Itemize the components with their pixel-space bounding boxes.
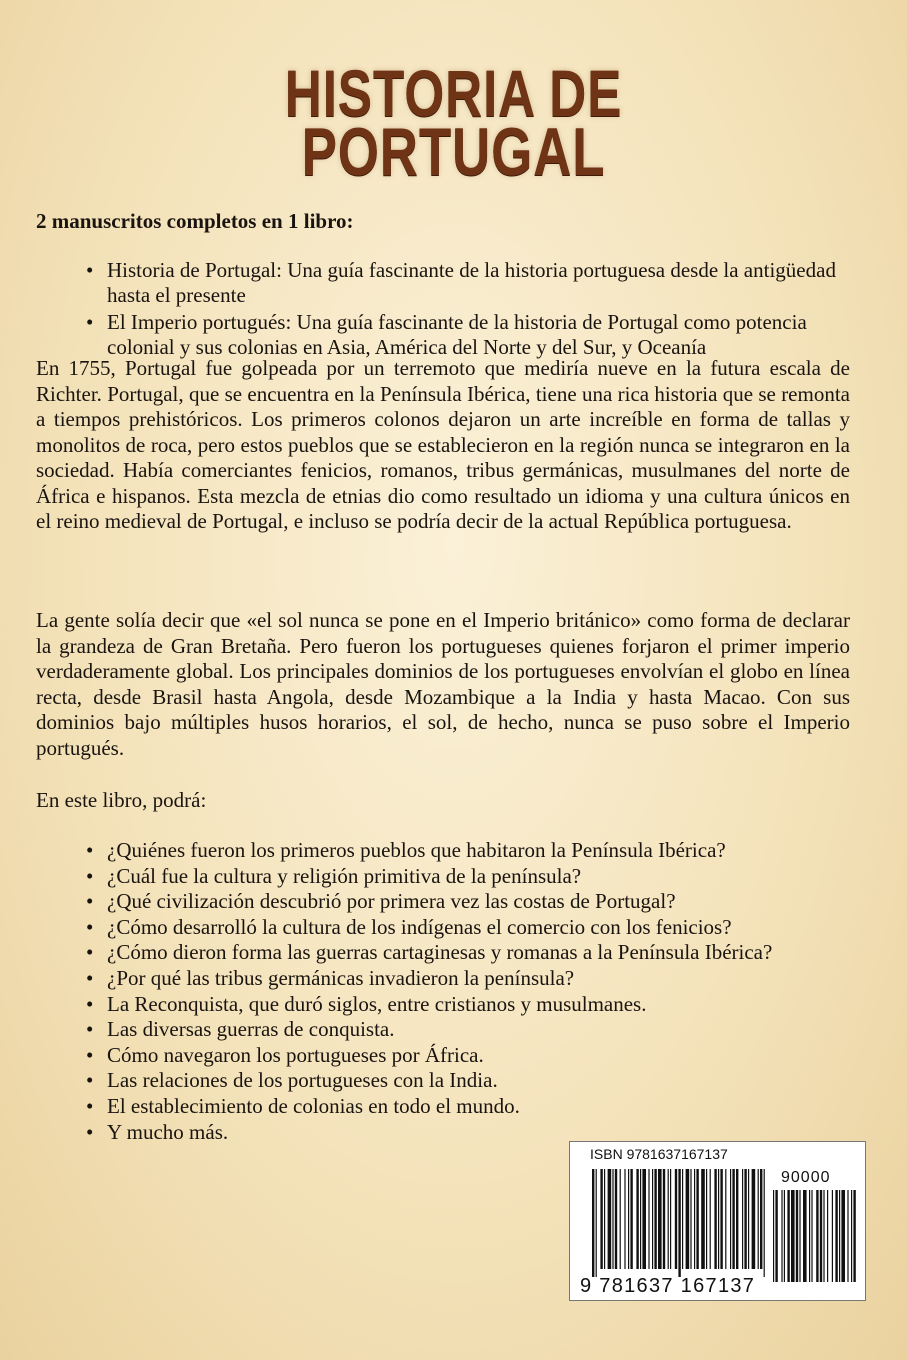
barcode-bar xyxy=(620,1169,621,1269)
barcode-bar xyxy=(604,1169,605,1269)
barcode-bar xyxy=(823,1190,824,1282)
price-code: 90000 xyxy=(781,1169,831,1186)
barcode-bar xyxy=(658,1169,662,1269)
empire-paragraph: La gente solía decir que «el sol nunca se pone en el Imperio británico» como forma de declarar la grandeza de Gran Bretaña. Pero fueron los portugueses quienes forjaron el primer imperio verdaderamente global. Los principales dominios de los portugueses envolvían el globo en línea recta, desde Brasil hasta Angola, desde Mozambique a la India y hasta Macao. Con sus dominios bajo múltiples husos horarios, el sol, de hecho, nunca se puso sobre el Imperio portugués. xyxy=(36,608,850,760)
barcode-bar xyxy=(791,1190,795,1282)
barcode-bar xyxy=(678,1169,680,1277)
barcode-bar xyxy=(736,1169,738,1269)
barcode-bar xyxy=(827,1190,828,1282)
list-item: • ¿Qué civilización descubrió por primera vez las costas de Portugal? xyxy=(86,889,866,915)
barcode-bar xyxy=(675,1169,677,1269)
barcode-bar xyxy=(654,1169,656,1269)
barcode-bar xyxy=(748,1169,749,1269)
barcode-bar xyxy=(720,1169,722,1269)
topics-lead: En este libro, podrá: xyxy=(36,788,207,812)
book-title-line-1: HISTORIA DE xyxy=(284,56,623,130)
barcode-bar xyxy=(608,1169,612,1269)
barcode-bar xyxy=(775,1190,777,1282)
barcode-bar xyxy=(636,1169,638,1269)
barcode-bar xyxy=(686,1169,690,1269)
barcode-bar xyxy=(701,1169,705,1269)
barcode-bar xyxy=(624,1169,625,1269)
barcode-bar xyxy=(730,1169,731,1269)
barcode-bar xyxy=(839,1190,840,1282)
barcode-bar xyxy=(706,1169,707,1269)
barcode-bar xyxy=(742,1169,743,1269)
barcode-bar xyxy=(710,1169,711,1269)
intro-paragraph: En 1755, Portugal fue golpeada por un terremoto que mediría nueve en la futura escala de Richter. Portugal, que se encuentra en la Península Ibérica, tiene una rica historia que se remonta a tiempos prehistóricos. Los primeros colonos dejaron un arte increíble en forma de tallas y monolitos de roca, pero estos pueblos que se establecieron en la región nunca se integraron en la sociedad. Había comerciantes fenicios, romanos, tribus germánicas, musulmanes del norte de África e hispanos. Esta mezcla de etnias dio como resultado un idioma y una cultura únicos en el reino medieval de Portugal, e incluso se podría decir de la actual República portuguesa. xyxy=(36,356,850,533)
subtitle: 2 manuscritos completos en 1 libro: xyxy=(36,209,354,233)
list-item: • ¿Por qué las tribus germánicas invadieron la península? xyxy=(86,966,866,992)
barcode-bar xyxy=(752,1169,756,1269)
barcode-bar xyxy=(732,1169,734,1269)
topics-list xyxy=(86,838,866,1145)
list-item: • Historia de Portugal: Una guía fascinante de la historia portuguesa desde la antigüedad hasta el presente xyxy=(86,258,866,308)
barcode-bar xyxy=(835,1190,837,1282)
manuscript-list xyxy=(86,258,866,362)
list-item: • ¿Quiénes fueron los primeros pueblos que habitaron la Península Ibérica? xyxy=(86,838,866,864)
barcode-bar xyxy=(690,1169,691,1269)
isbn-barcode xyxy=(569,1141,866,1301)
list-item: • La Reconquista, que duró siglos, entre cristianos y musulmanes. xyxy=(86,992,866,1018)
barcode-bar xyxy=(668,1169,669,1269)
barcode-bar xyxy=(758,1169,759,1269)
list-item: • Las relaciones de los portugueses con la India. xyxy=(86,1068,866,1094)
list-item: • ¿Cuál fue la cultura y religión primitiva de la península? xyxy=(86,864,866,890)
barcode-bar xyxy=(784,1190,785,1282)
barcode-bar xyxy=(773,1190,774,1282)
barcode-bar xyxy=(628,1169,629,1269)
barcode-bar xyxy=(760,1169,762,1269)
barcode-bar xyxy=(612,1169,613,1269)
barcode-bar xyxy=(809,1190,810,1282)
barcode-bar xyxy=(642,1169,646,1269)
barcode-bar xyxy=(796,1190,798,1282)
list-item: • ¿Cómo dieron forma las guerras cartaginesas y romanas a la Península Ibérica? xyxy=(86,940,866,966)
book-title-line-2: PORTUGAL xyxy=(301,114,606,190)
barcode-bar xyxy=(764,1169,765,1277)
barcode-bar xyxy=(696,1169,698,1269)
barcode-bar xyxy=(600,1169,602,1269)
barcode-bar xyxy=(811,1190,812,1282)
barcode-bar xyxy=(787,1190,789,1282)
barcode-bar xyxy=(670,1169,671,1269)
barcode-bar xyxy=(725,1169,726,1269)
isbn-label: ISBN 9781637167137 xyxy=(590,1146,728,1162)
list-item: • ¿Cómo desarrolló la cultura de los indígenas el comercio con los fenicios? xyxy=(86,915,866,941)
barcode-bar xyxy=(799,1190,800,1282)
barcode-bar xyxy=(652,1169,653,1269)
list-item: • Las diversas guerras de conquista. xyxy=(86,1017,866,1043)
list-item: • El Imperio portugués: Una guía fascinante de la historia de Portugal como potencia colonial y sus colonias en Asia, América del Norte y del Sur, y Oceanía xyxy=(86,310,866,360)
barcode-bar xyxy=(841,1190,845,1282)
list-item: • Y mucho más. xyxy=(86,1120,866,1146)
barcode-bar xyxy=(803,1190,807,1282)
barcode-bar xyxy=(744,1169,746,1269)
barcode-bar xyxy=(640,1169,641,1269)
barcode-bar xyxy=(832,1190,833,1282)
barcode-bar xyxy=(592,1169,594,1277)
barcode-bar xyxy=(630,1169,632,1269)
barcode-bar xyxy=(781,1190,782,1282)
barcode-bar xyxy=(816,1190,818,1282)
barcode-bar xyxy=(694,1169,695,1269)
barcode-bar xyxy=(682,1169,683,1269)
barcode-bar xyxy=(596,1169,597,1277)
barcode-bar xyxy=(663,1169,665,1269)
list-item: • Cómo navegaron los portugueses por África. xyxy=(86,1043,866,1069)
barcode-bar xyxy=(820,1190,822,1282)
barcode-bar xyxy=(853,1190,855,1282)
barcode-bar xyxy=(847,1190,848,1282)
barcode-bar xyxy=(718,1169,719,1269)
barcode-bar xyxy=(714,1169,716,1269)
barcode-bar xyxy=(615,1169,617,1269)
list-item: • El establecimiento de colonias en todo el mundo. xyxy=(86,1094,866,1120)
barcode-bar xyxy=(851,1190,852,1282)
isbn-digits: 9 781637 167137 xyxy=(580,1275,756,1297)
barcode-bar xyxy=(648,1169,649,1269)
